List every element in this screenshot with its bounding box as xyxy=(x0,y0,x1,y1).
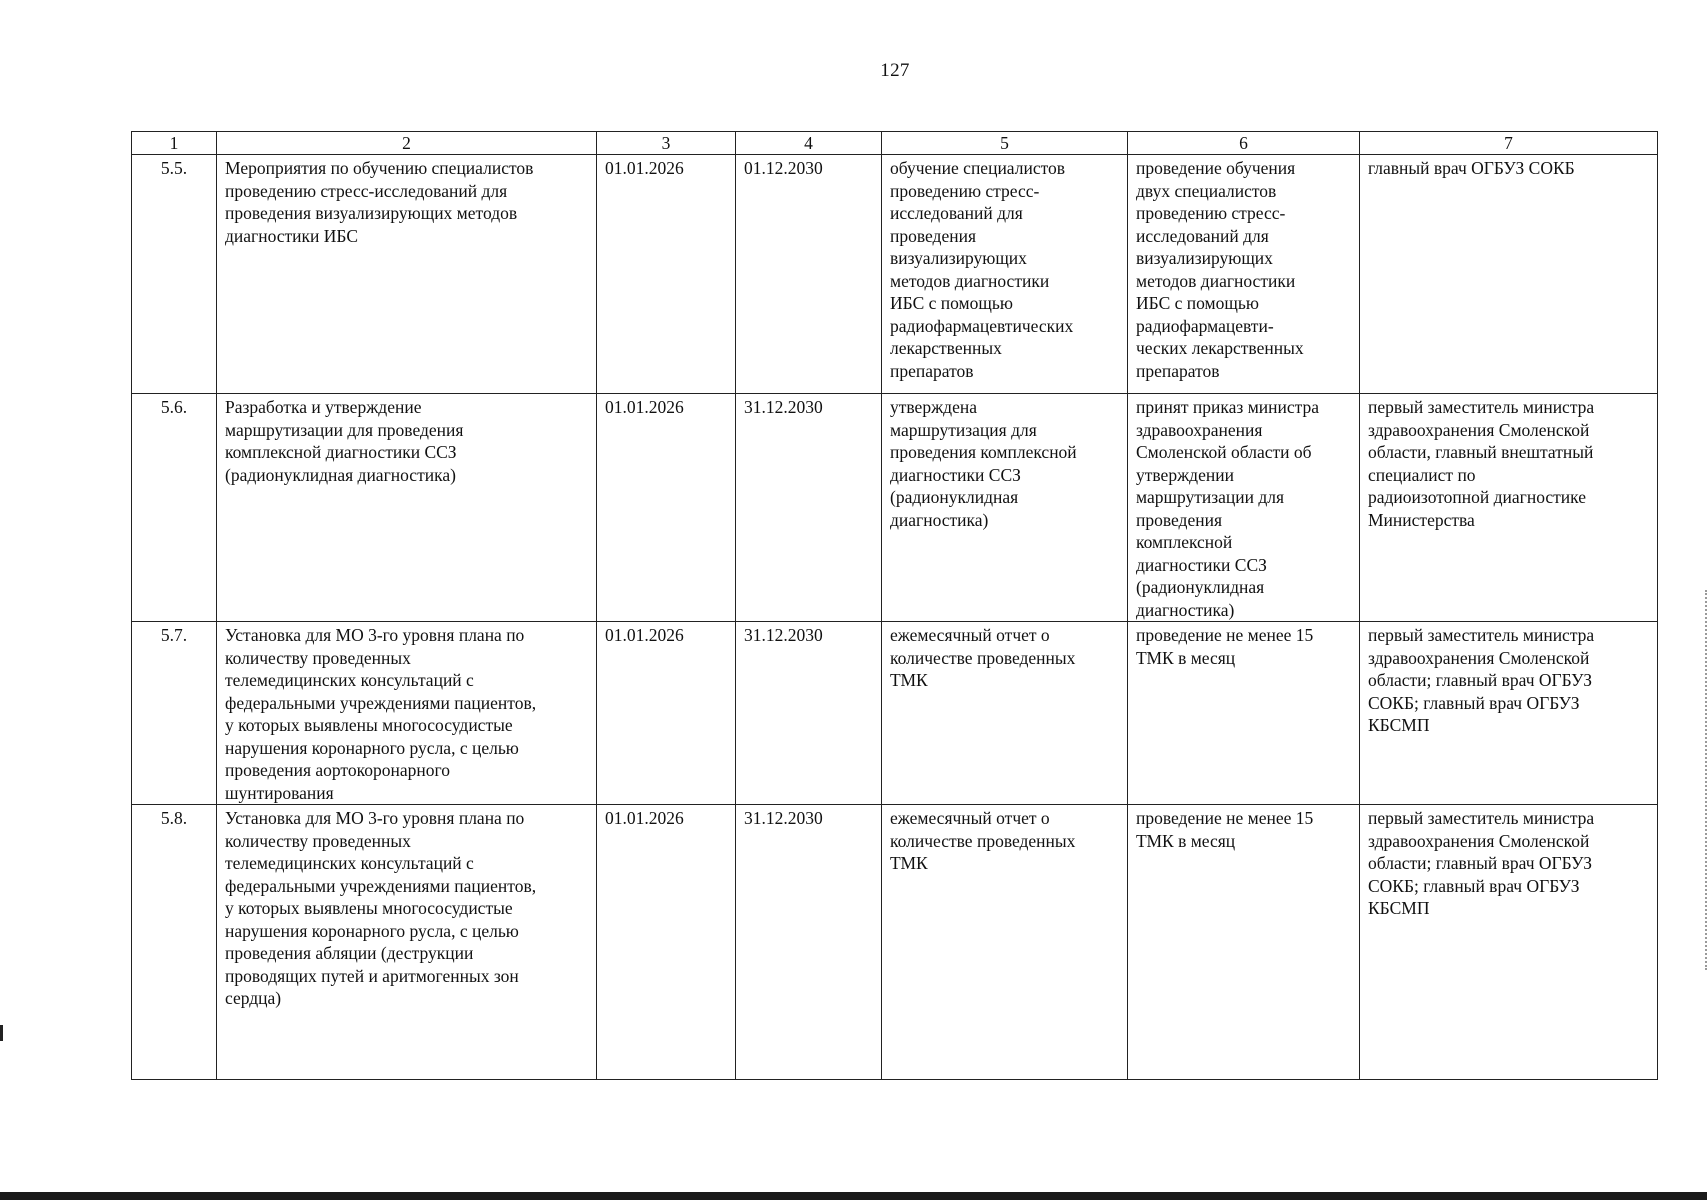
row-number-cell xyxy=(132,805,217,1080)
table-row xyxy=(132,394,1658,622)
result-cell xyxy=(882,394,1128,622)
indicator-text: принят приказ министра здравоохранения Смоленской области об утверждении маршрутизации для проведения комплексной диагностики ССЗ (радионуклидная диагностика) xyxy=(1136,397,1320,620)
start-date-cell xyxy=(597,622,736,805)
start-date-cell xyxy=(597,394,736,622)
row-number: 5.8. xyxy=(160,808,188,828)
row-number: 5.6. xyxy=(160,397,188,417)
row-number-cell xyxy=(132,394,217,622)
page-number: 127 xyxy=(880,60,910,81)
table-row xyxy=(132,155,1658,394)
responsible-cell xyxy=(1360,394,1658,622)
start-date-cell xyxy=(597,805,736,1080)
column-header: 5 xyxy=(882,132,1128,155)
event-text: Разработка и утверждение маршрутизации для проведения комплексной диагностики ССЗ (радионуклидная диагностика) xyxy=(225,397,464,485)
end-date: 31.12.2030 xyxy=(744,397,823,417)
start-date: 01.01.2026 xyxy=(605,808,684,828)
indicator-text: проведение обучения двух специалистов проведению стресс- исследований для визуализирующих методов диагностики ИБС с помощью радиофармацевти- ческих лекарственных препаратов xyxy=(1136,158,1304,381)
scan-bottom-edge xyxy=(0,1192,1707,1200)
plan-table xyxy=(131,131,1658,1080)
table-row xyxy=(132,805,1658,1080)
responsible-text: первый заместитель министра здравоохранения Смоленской области; главный врач ОГБУЗ СОКБ; главный врач ОГБУЗ КБСМП xyxy=(1368,625,1595,735)
end-date-cell xyxy=(736,622,882,805)
indicator-text: проведение не менее 15 ТМК в месяц xyxy=(1136,625,1314,668)
row-number-cell xyxy=(132,622,217,805)
column-header: 2 xyxy=(217,132,597,155)
row-number: 5.5. xyxy=(160,158,188,178)
responsible-cell xyxy=(1360,155,1658,394)
scan-edge-mark xyxy=(0,1025,3,1041)
table-header-row xyxy=(132,132,1658,155)
end-date-cell xyxy=(736,394,882,622)
event-cell xyxy=(217,394,597,622)
column-header: 3 xyxy=(597,132,736,155)
event-text: Установка для МО 3-го уровня плана по количеству проведенных телемедицинских консультаций с федеральными учреждениями пациентов, у которых выявлены многососудистые нарушения коронарного русла, с целью проведения абляции (деструкции проводящих путей и аритмогенных зон сердца) xyxy=(225,808,537,1008)
start-date: 01.01.2026 xyxy=(605,158,684,178)
start-date: 01.01.2026 xyxy=(605,397,684,417)
column-header: 4 xyxy=(736,132,882,155)
event-text: Установка для МО 3-го уровня плана по количеству проведенных телемедицинских консультаций с федеральными учреждениями пациентов, у которых выявлены многососудистые нарушения коронарного русла, с целью проведения аортокоронарного шунтирования xyxy=(225,625,537,803)
responsible-text: главный врач ОГБУЗ СОКБ xyxy=(1368,158,1575,178)
event-cell xyxy=(217,622,597,805)
indicator-cell xyxy=(1128,805,1360,1080)
end-date: 01.12.2030 xyxy=(744,158,823,178)
event-cell xyxy=(217,805,597,1080)
result-text: ежемесячный отчет о количестве проведенных ТМК xyxy=(890,808,1076,873)
row-number-cell xyxy=(132,155,217,394)
responsible-text: первый заместитель министра здравоохранения Смоленской области; главный врач ОГБУЗ СОКБ; главный врач ОГБУЗ КБСМП xyxy=(1368,808,1595,918)
scan-edge-marks xyxy=(1701,590,1707,970)
indicator-cell xyxy=(1128,394,1360,622)
event-text: Мероприятия по обучению специалистов проведению стресс-исследований для проведения визуализирующих методов диагностики ИБС xyxy=(225,158,534,246)
result-cell xyxy=(882,155,1128,394)
end-date-cell xyxy=(736,155,882,394)
responsible-cell xyxy=(1360,805,1658,1080)
column-header: 1 xyxy=(132,132,217,155)
result-text: ежемесячный отчет о количестве проведенных ТМК xyxy=(890,625,1076,690)
indicator-cell xyxy=(1128,622,1360,805)
responsible-cell xyxy=(1360,622,1658,805)
end-date: 31.12.2030 xyxy=(744,808,823,828)
responsible-text: первый заместитель министра здравоохранения Смоленской области, главный внештатный специалист по радиоизотопной диагностике Министерства xyxy=(1368,397,1595,530)
event-cell xyxy=(217,155,597,394)
end-date: 31.12.2030 xyxy=(744,625,823,645)
column-header: 6 xyxy=(1128,132,1360,155)
end-date-cell xyxy=(736,805,882,1080)
table-row xyxy=(132,622,1658,805)
column-header: 7 xyxy=(1360,132,1658,155)
indicator-cell xyxy=(1128,155,1360,394)
row-number: 5.7. xyxy=(160,625,188,645)
start-date: 01.01.2026 xyxy=(605,625,684,645)
result-cell xyxy=(882,622,1128,805)
indicator-text: проведение не менее 15 ТМК в месяц xyxy=(1136,808,1314,851)
result-text: обучение специалистов проведению стресс- исследований для проведения визуализирующих методов диагностики ИБС с помощью радиофармацевтических лекарственных препаратов xyxy=(890,158,1074,381)
result-text: утверждена маршрутизация для проведения комплексной диагностики ССЗ (радионуклидная диагностика) xyxy=(890,397,1077,530)
start-date-cell xyxy=(597,155,736,394)
result-cell xyxy=(882,805,1128,1080)
